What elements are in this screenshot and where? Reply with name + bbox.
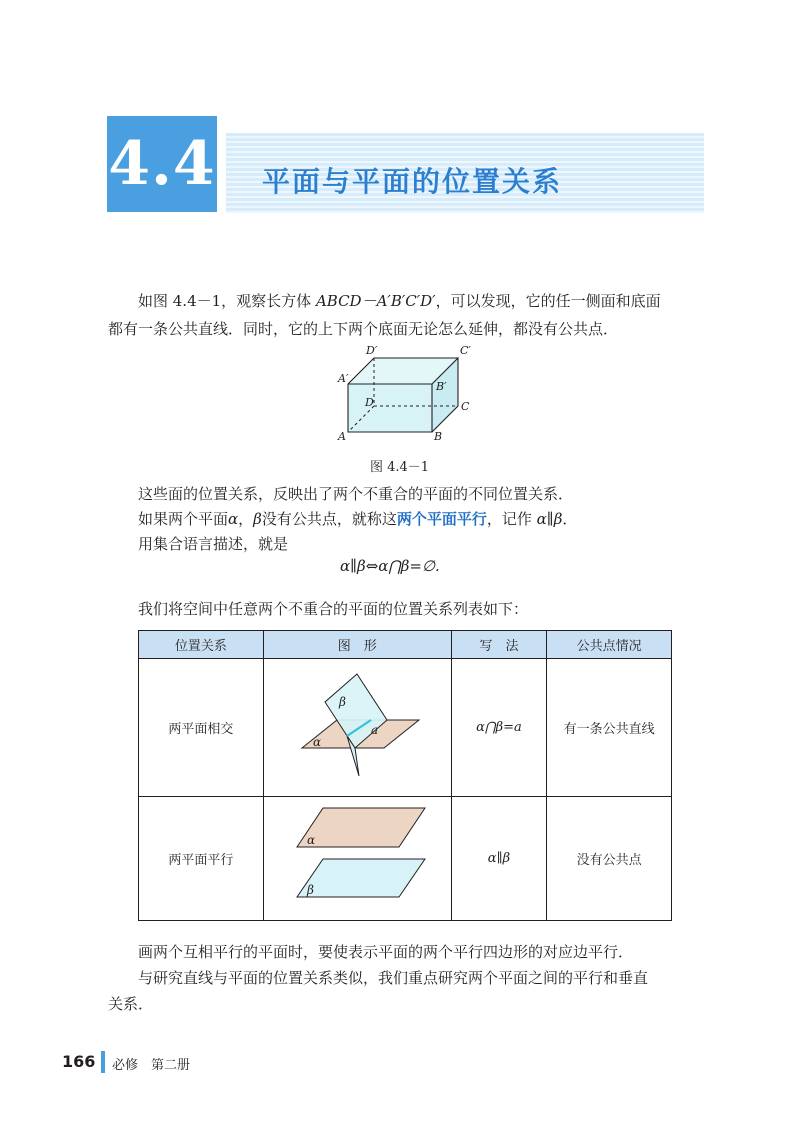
plane-beta	[297, 859, 425, 897]
figure-cell	[263, 659, 451, 797]
label-alpha: α	[313, 734, 322, 749]
plane-alpha	[297, 808, 425, 847]
intersecting-planes-figure	[267, 666, 447, 786]
footer-accent-bar	[101, 1051, 105, 1073]
relation-cell: 两平面平行	[139, 797, 264, 921]
set-formula: α∥β⇔α⋂β=∅.	[340, 557, 440, 575]
intro-paragraph-line2: 都有一条公共直线．同时，它的上下两个底面无论怎么延伸，都没有公共点．	[108, 320, 619, 338]
figure-cell	[263, 797, 451, 921]
label-A1: A′	[338, 372, 349, 385]
label-beta: β	[339, 694, 347, 709]
label-D1: D′	[366, 344, 378, 357]
relation-cell: 两平面相交	[139, 659, 264, 797]
common-points-cell: 没有公共点	[547, 797, 672, 921]
label-C: C	[461, 400, 470, 413]
notation-cell: α⋂β=a	[451, 659, 546, 797]
closing-paragraph-2-line2: 关系．	[108, 995, 154, 1013]
body-paragraph-1: 这些面的位置关系，反映出了两个不重合的平面的不同位置关系．	[138, 485, 574, 503]
table-row	[139, 659, 672, 797]
common-points-cell: 有一条公共直线	[547, 659, 672, 797]
header-figure: 图 形	[263, 631, 451, 659]
label-C1: C′	[460, 344, 471, 357]
label-alpha: α	[307, 832, 316, 847]
table-header-row	[139, 631, 672, 659]
label-a: a	[371, 722, 379, 737]
parallel-definition: 如果两个平面α，β没有公共点，就称这两个平面平行，记作 α∥β．	[138, 510, 578, 528]
figure-caption: 图 4.4－1	[370, 460, 430, 475]
page-number: 166	[62, 1052, 96, 1071]
label-B1: B′	[436, 380, 447, 393]
header-relation: 位置关系	[139, 631, 264, 659]
parallel-planes-figure	[267, 802, 447, 912]
label-B: B	[434, 430, 443, 443]
header-common-points: 公共点情况	[547, 631, 672, 659]
section-title: 平面与平面的位置关系	[262, 165, 563, 198]
notation-cell: α∥β	[451, 797, 546, 921]
closing-paragraph-2: 与研究直线与平面的位置关系类似，我们重点研究两个平面之间的平行和垂直	[138, 969, 649, 987]
plane-relations-table	[138, 630, 672, 921]
cuboid-figure	[330, 340, 480, 450]
label-D: D	[365, 396, 374, 409]
header-notation: 写 法	[451, 631, 546, 659]
intro-paragraph: 如图 4.4－1，观察长方体 ABCD－A′B′C′D′，可以发现，它的任一侧面和底面	[138, 292, 661, 310]
cuboid-front-face	[348, 384, 432, 432]
label-beta: β	[307, 882, 315, 897]
book-title: 必修 第二册	[112, 1058, 191, 1073]
body-paragraph-4: 我们将空间中任意两个不重合的平面的位置关系列表如下：	[138, 600, 529, 618]
table-row	[139, 797, 672, 921]
closing-paragraph-1: 画两个互相平行的平面时，要使表示平面的两个平行四边形的对应边平行．	[138, 943, 634, 961]
term-parallel-planes: 两个平面平行	[396, 510, 487, 528]
label-A: A	[338, 430, 346, 443]
body-paragraph-3: 用集合语言描述，就是	[138, 535, 289, 553]
section-number: 4.4	[107, 116, 217, 212]
